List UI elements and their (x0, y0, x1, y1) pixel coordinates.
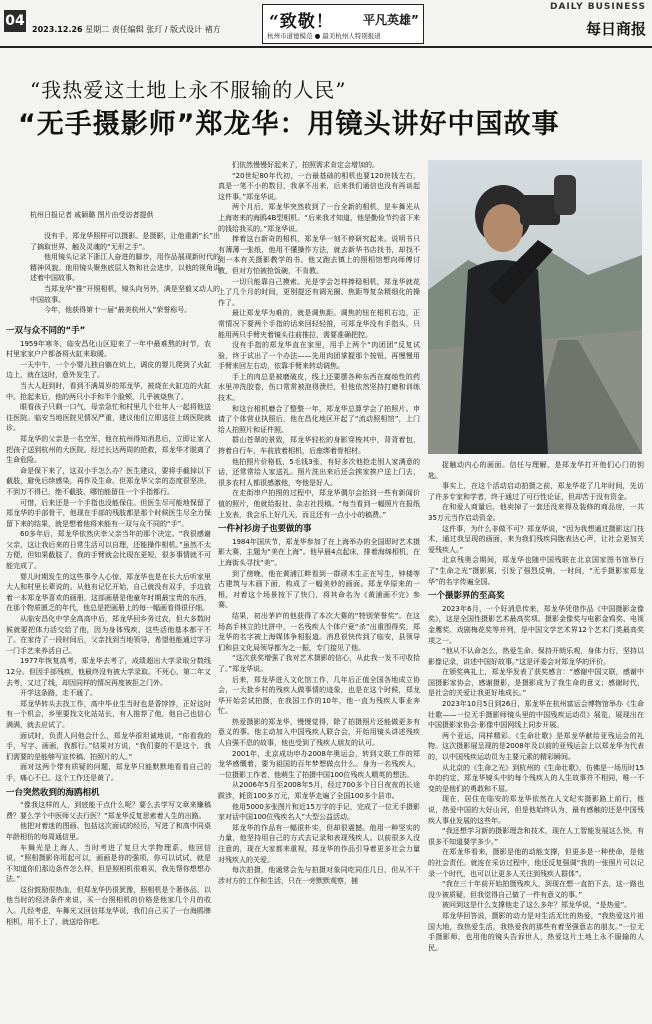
article-column-2 (218, 160, 420, 1022)
lead-paragraph: 今年，他获得第十一届“最美杭州人”荣誉称号。 (44, 306, 192, 315)
header-rule (0, 46, 652, 48)
body-paragraph: 面试时，负责人问他会什么，郑龙华很坦诚地说，“你看我的手，写字、画画，我都行。”结果对方说，“我们要的不是这个，我们需要的是能够写宣传稿、拍照片的人。” (6, 731, 211, 761)
body-paragraph: “像我这样的人，到底能干点什么呢？要么去学写文章来赚稿费？要么学个中医师父去行医？”郑龙华反复思索着人生的出路。 (6, 801, 211, 820)
body-paragraph: 他把对着迷的图画、包括这次面试的经历，写进了和高中同桌年龄相仿的每周通信里。 (6, 822, 211, 841)
body-paragraph: 群山苍翠的景致，郑龙华轻松的身影穿梭其中，背背着包，挎着自行车，车前放着相机，后座绑着骨相材。 (218, 436, 420, 456)
lead-paragraphs (30, 231, 220, 316)
body-paragraph: 面对这两个带有质疑的问题，郑龙华只能默默地看看自己的手，痛心不已。这个工作还是黄了。 (6, 763, 211, 782)
lead-paragraph: 没有手，郑龙华照样可以摄影。是摄影，让他重新“长”出了摘取世界、触及灵魂的“无形之手”。 (30, 232, 220, 251)
body-paragraph: “我在三十年前开始拍摄残疾人，到现在想一直拍下去，这一路也没少被质疑，但我觉得自己做了一件有意义的事。” (428, 880, 644, 899)
body-paragraph: 1984年国庆节，郑龙华参加了在上海举办的全国即时艺术摄影大赛，主题为“美在上海”。他早晨4点起床，排着海绵相机，在上海街头寻找“美”。 (218, 537, 420, 567)
body-paragraph: 从2006年5月至2008年5月，经过700多个日日夜夜的长途跋涉，耗资100多万元，郑龙华走遍了全国100多个县市。 (218, 781, 420, 801)
body-paragraph: 从北京的《生命之光》到杭州的《生命壮歌》，仿佛是一场历时15年的约定，郑龙华镜头中的每个残疾人的人生故事并不相同，唯一不变的是他们的勇敢和不屈。 (428, 763, 644, 793)
article-headline: “无手摄影师”郑龙华：用镜头讲好中国故事 (18, 109, 560, 140)
body-paragraph: 结果，初出茅庐的他获得了本次大赛的“特别荣誉奖”。在这场高手林立的比拼中，一名残疾人个体户竟“杀”出重围得奖，郑龙华的名字被上海媒体争相报道。消息很快传到了临安，县领导们和县文化局领导都为之一振，专门接见了他。 (218, 611, 420, 652)
body-paragraph: 一天中午，一个小婴儿独自躺在炕上，调皮的婴儿爬到了火缸边上，就在这时，意外发生了。 (6, 360, 211, 380)
page-header (0, 0, 652, 46)
body-paragraph: 们依然慢慢好起来了，拍照需求肯定会增加的。 (232, 161, 379, 169)
lead-paragraph: 他用镜头记录下浙江人奋进的脚步，用作品展现新时代的精神风貌。他用镜头聚焦底层人物和社会进步，以他的视角讲述着中国故事。 (30, 253, 220, 283)
body-paragraph: 2001年，北京成功申办2008年奥运会，转到文联工作的郑龙华感慨着，要为祖国的百年梦想做点什么。身为一名残疾人，一位摄影工作者，他萌生了拍摄中国100位残疾人精英的想法。 (218, 749, 420, 779)
section-heading: 一双与众不同的“手” (6, 326, 86, 336)
body-paragraph: 在郑龙华看来，摄影是他的动能支撑，但更多是一种使命，是他的社会责任。就连在采访过程中，他还反复强调“我的一张照片可以记录一个时代，也可以让更多人关注到残疾人群体”。 (428, 848, 644, 878)
brand-english: DAILY BUSINESS (549, 2, 646, 12)
body-paragraph: 郑龙华的作品有一幅很朴实，但却很震撼。他用一种坚实的力量，他坚持用自己的方式去记录和表现残疾人。以前很多人没注意的，现在大家都来重视，郑龙华的作品引导着更多社会力量对残疾人的关爱。 (218, 823, 420, 864)
section-banner (262, 4, 424, 44)
body-paragraph: 在和爱人商量后，他卖掉了一套还没来得及装修的商品房，一共35万元当作启动资金。 (428, 503, 644, 522)
banner-subtitle: 平凡英雄” (363, 13, 419, 27)
body-paragraph: 捉触动内心的画面。信任与理解，是郑龙华打开他们心门的钥匙。 (428, 461, 644, 480)
body-paragraph: 1977年恢复高考，郑龙华去考了，成绩超出大学录取分数线12分。但因手部残疾，他最终没有被大学录取。不死心，第二年又去考，又过了线，却因同样的情况再度被拒之门外。 (6, 657, 211, 687)
body-paragraph: 可惜，后来还是一个手指也没能保住。但医生尽可能地保留了郑龙华的手部骨干，他现在手部的残肢都是那个时候医生尽全力保留下来的结果，就是想着他将来能有一双与众不同的“手”。 (6, 498, 211, 528)
body-paragraph: 北京残奥会期间，郑龙华也随中国残联在北京国家图书馆举行了“生命之光”摄影展，引发了强烈反响，一时间，“无手摄影家郑龙华”的名字传遍全国。 (428, 556, 644, 586)
body-paragraph: 热爱摄影的郑龙华，慢慢觉得，除了拍摄照片还能做更多有意义的事。他主动加入中国残疾人联合会，开始用镜头讲述残疾人自强不息的故事，他也受到了残疾人朋友的认可。 (218, 717, 420, 748)
section-heading: 一件衬衫房子也要做的事 (218, 524, 312, 535)
portrait-photo (428, 160, 642, 454)
editor-credit: 责任编辑 张玎 (111, 25, 163, 34)
body-paragraph: 在颁奖典礼上，郑龙华发表了获奖感言：“感谢中国文联，感谢中国摄影家协会，感谢摄影，是摄影成为了我生命的意义；感谢时代，是社会的关爱让我更好地成长。” (428, 668, 644, 698)
body-paragraph: 现在，居住在临安的郑龙华依然在人文纪实摄影路上前行，他说，热爱中国的大好山河，但是他始终认为，最有感触的还是中国残疾人事业发展的这些年。 (428, 795, 644, 825)
body-paragraph: 事实上，在这个活动启动拍摄之前，郑龙华花了几年时间，先访了许多专家和学者，终于通过了可行性论证，但却苦于没有资金。 (428, 482, 644, 501)
article-kicker: “我热爱这土地上永不服输的人民” (30, 78, 347, 102)
section-heading: 一台突然收到的海鸥相机 (6, 787, 100, 798)
article-intro (30, 210, 220, 316)
body-paragraph: “这次获奖增强了我对艺术摄影的信心，从此我一发不可收拾了。”郑龙华说。 (218, 654, 420, 673)
body-paragraph: 两个亚运，同样精彩。《生命壮歌》是郑龙华献给亚残运会的礼物。这次摄影展呈现的是2008年及以前的亚残运会上以郑龙华为代表的，以中国残疾运动员为主要元素的精彩瞬间。 (428, 731, 644, 762)
weekday: 星期二 (85, 25, 110, 34)
body-paragraph: 每次拍摄，他通常会先与拍摄对象同吃同住几日，但从不干涉对方的工作和生活，只在一旁默默观察，捕 (218, 866, 420, 885)
body-paragraph: 和这台相机磨合了整整一年，郑龙华总算学会了拍照片。申请了个体营业执照后，他在昌化地区开起了“流动照相馆”，上门给人拍照片和证件照。 (218, 404, 420, 434)
body-paragraph: 1959年寒冬，临安昌化山区迎来了一年中最难熬的时节，农村里家家户户都备将火缸来取暖。 (6, 339, 211, 359)
article-column-3 (428, 460, 644, 1022)
body-paragraph: “他从不认命怎么，热爱生命、保持开朗乐观，身体力行，坚持以影像记录，讲述中国好故事。”这是评委会对郑龙华的评价。 (428, 647, 644, 666)
body-paragraph: 从临安昌化中学全高高中后，郑龙华回乡务过农，但大多数时候就要把体力活交给了他，因为身体残疾，这些活他基本都干不了。在家待了一段时间后，父亲找到当地领导，希望他能通过学习一门手艺来养活自己。 (6, 615, 211, 655)
issue-date: 2023.12.26 (32, 25, 83, 34)
byline: 杭州日报记者 戚颖璐 图片由受访者提供 (30, 211, 154, 219)
banner-title: “致敬！ (269, 12, 334, 32)
article-column-1 (6, 322, 211, 1022)
body-paragraph: “20世纪80年代初，一台最基础的相机也要120块钱左右，真是一笔不小的数目，我拿不出来，后来我们通信也没有再谈起这件事。”郑龙华说。 (218, 171, 420, 201)
page-number: 04 (4, 10, 26, 32)
section-heading: 一个摄影界的至高奖 (428, 591, 505, 602)
body-paragraph: 一切只能靠自己摸索。光是学会怎样捧稳相机，郑龙华就花上了几个月的时间，更别提还有调光圈、焦距等复杂精细化的操作了。 (218, 277, 420, 307)
body-paragraph: 车舞光是上海人，当时考进了复旦大学物理系，他回信说，“照相摄影你用起可以，画画是你的强项，你可以试试，就是不知道你们那边条件怎么样，但是照相机很难买，我先帮你想想办法。” (6, 843, 211, 884)
body-paragraph: 2023年10月5日到26日，郑龙华在杭州富运会博物馆举办《生命壮歌——一位无手摄影师镜头里的中国残疾运动员》展览，展现出在中国摄影家协会·影像中国网线上同步开展。 (428, 700, 644, 730)
body-paragraph: 这件事，为什么非做不可？郑龙华说，“因为我想通过摄影这门技术，通过我呈现的画面，来为我们残疾同胞表达心声，让社会更加关爱残疾人。” (428, 524, 644, 554)
body-paragraph: 当大人赶到时，看到不满周岁的郑龙华，被烧在火缸边的火缸中。抢起来后，他的两只小手和半个脸颊，几乎被烧焦了。 (6, 381, 211, 401)
banner-tagline: 杭州市道德模范 ● 最美杭州人特别报道 (267, 32, 381, 40)
body-paragraph: 捧着这台新奇的相机，郑龙华一刻不停研究起来。说明书只有薄薄一张纸，他用不懂操作方法，就去新华书店找书，却找不到一本有关摄影教学的书。他又跑去镇上的照相馆想向师傅讨教，但对方怕被抢饭碗，不肯教。 (218, 235, 420, 275)
body-paragraph: 郑龙华的父亲是一名空军，他在杭州得知消息后，立即让家人把孩子送到杭州的大医院。经过长达两周的抢救，郑龙华才脱离了生命危险。 (6, 434, 211, 465)
newspaper-brand (550, 2, 646, 39)
photographer-with-camera-image (428, 160, 642, 454)
body-paragraph: 被问到这是什么支撑他走了这么多年？郑龙华说，“是热爱”。 (442, 901, 632, 910)
lead-paragraph: 当郑龙华“推”开照相机，镜头向另外，满是坚毅又动人的中国故事。 (30, 284, 220, 304)
body-paragraph: 这份鼓励很热血，但郑龙华仍很犹豫，照相机是个奢侈品，以他当时的经济条件来说，买一台照相机的价格是他家几个月的收入。几经考虑，车舞光又回信郑龙华说，我们自己买了一台海鸥牌相机，用不上了，就送给你吧。 (6, 885, 211, 926)
body-paragraph: 婴儿时期发生的这些事令人心惊，郑龙华也是在长大后听家里大人和村里长辈说的。从他有记忆开始，自己就没有双手，手边放着一本郑龙华喜欢的画册，这部画册是他童年时期最宝贵的东西，在那个物质匮乏的年代，他总是把画册上的每一幅画看得很仔细。 (6, 572, 211, 613)
body-paragraph: 开学这条路，走不通了。 (20, 689, 97, 698)
body-paragraph: 手上的肉总是被磨破皮，线上还要摆各种东西在腐烛性的药水里冲洗胶卷，伤口常常被泡得溃烂，但他依然坚持打磨和训练技术。 (218, 372, 420, 403)
body-paragraph: 到了傍晚，他在黄浦江畔看到一群顽木生正在写生，钟楼等古建筑与木画下面，构成了一幅美妙的画面。郑龙华原来的一根，对着这个场景按下了快门，将其命名为《黄浦画不完》参赛。 (218, 569, 420, 610)
body-paragraph: 在走街串户拍照的过程中，郑龙华偶尔会抬到一些有新闻价值的照片，他就给报社、杂志社投稿。“每当看到一幅照片在报纸上发表，我会乐上好几天，而且还有一点小小的稿费。” (218, 489, 420, 519)
body-paragraph: “我还想学习新的摄影理念和技术，现在人工智能发展这么快，有很多不知道要学多少。” (428, 827, 644, 846)
body-paragraph: 后来，郑龙华进入文化馆工作，几年后正值全国各地成立协会，一大批乡村的残疾人做事情的迹象，也是在这个时候，郑龙华开始尝试拍摄，在我国工作的10年，他一直为残疾人事业奔忙。 (218, 675, 420, 716)
body-paragraph: 2023年6月，一个好消息传来，郑龙华凭借作品《中国摄影金像奖》，这是全国性摄影艺术最高奖项。摄影金像奖与电影金鸡奖、电视金鹰奖、戏剧梅花奖等并列，是中国文学艺术界12个艺术门类最高奖项之一。 (428, 604, 644, 645)
body-paragraph: 命是保下来了，这双小手怎么办？医生建议，要将手截掉以下截肢，避免后续感染，再作及生命。但郑龙华父亲的态度很坚决，不到万不得已，绝不截肢，哪怕能留住一个手指都行。 (6, 466, 211, 496)
designer-credit: 版式设计 褚方 (170, 25, 221, 34)
brand-chinese: 每日商报 (585, 20, 646, 38)
body-paragraph: 郑龙华转头去找工作，高中毕业生当时也是香饽饽，正好这时有一个机会，乡里要找文化站站长，有人推荐了他，他自己也信心满满，就去应试了。 (6, 699, 211, 729)
body-paragraph: 两个月后，郑龙华突然收到了一台全新的相机，是车舞光从上海寄来的海鸥4B型相机。“后来我才知道，他是勤俭节约省下来的钱给我买的。”郑龙华说。 (218, 203, 420, 233)
dateline: 2023.12.26 星期二 责任编辑 张玎 / 版式设计 褚方 (32, 25, 221, 34)
body-paragraph: 郑龙华回答说，摄影的动力是对生活无比的热爱，“我热爱这片祖国大地，我热爱生活，我热爱我的那些有着坚强意志的朋友。”一位无手摄影师，也用他的镜头告诉世人，热爱这片土地上永不服输的人民。 (428, 911, 644, 952)
body-paragraph: 最让郑龙华为难的，就是调焦距。调焦的钮在相机右边，正常情况下要两个手指的话来回轻轻推，可郑龙华没有手指头，只能用两只手臂夹着镜头往前推拉，需要准确把控。 (218, 309, 420, 339)
body-paragraph: 60多年后，郑龙华依然庆幸父亲当年的那个决定。“我很感谢父亲，这让我后来的日常生活可以自理，还能操作相机。”虽然不太方便，但如果截肢了，我的手臂就会比现在更短，很多事情就不可能完成了。 (6, 530, 211, 571)
body-paragraph: 眼看孩子只剩一口气，母亲急忙和村里几个壮年人一起将他送往医院。临安当地医院见情况严重，建议他们立即送往上级医院就诊。 (6, 403, 211, 433)
body-paragraph: 他拍照片价格低，5毛钱3张，有好多次他抢走别人家满意的话，还常常给人家送礼。照片洗出来后还会挨家挨户送上门去，很多农村人都很感激他，夸他是好人。 (218, 457, 420, 487)
body-paragraph: 没有手指的郑龙华直在家里，用手上两个“肉团团”反复试验，终于试出了一个办法——先用肉团掌握那个按钮，再慢慢用手臂来回左右动，依靠手臂来转动调焦。 (218, 341, 420, 371)
body-paragraph: 他用5000多张图片和近15万字的手记，完成了一位无手摄影家对话中国100位残疾名人”大型公益活动。 (218, 802, 420, 822)
